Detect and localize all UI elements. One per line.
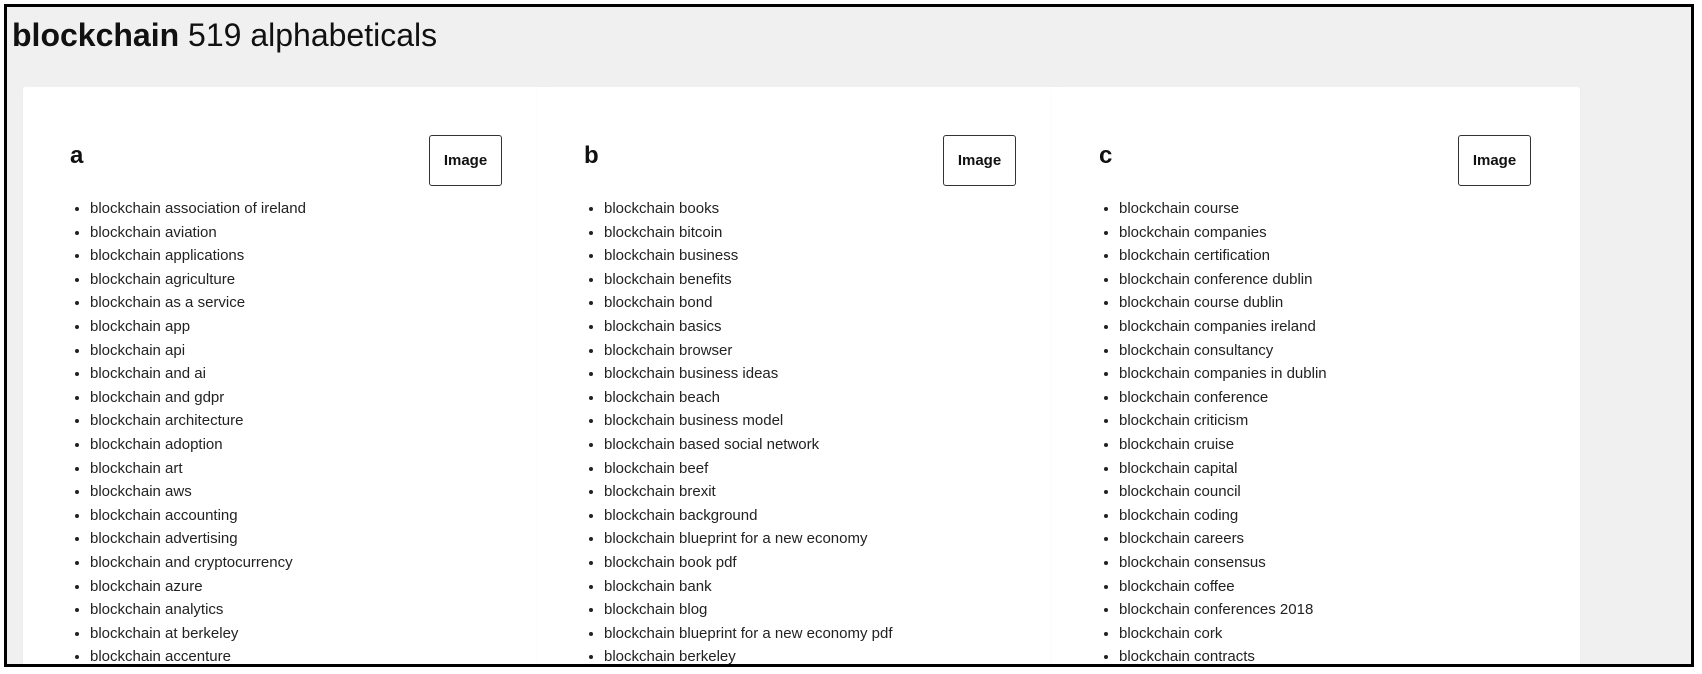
list-item[interactable]: • blockchain api <box>90 339 306 363</box>
list-item[interactable]: • blockchain aws <box>90 480 306 504</box>
letter-card-a <box>23 87 551 667</box>
list-item[interactable]: • blockchain companies <box>1119 221 1327 245</box>
list-item[interactable]: • blockchain consultancy <box>1119 339 1327 363</box>
list-item[interactable]: • blockchain accounting <box>90 504 306 528</box>
list-item[interactable]: • blockchain beach <box>604 386 893 410</box>
letter-card-b <box>537 87 1065 667</box>
term-list <box>52 197 306 667</box>
list-item[interactable]: • blockchain basics <box>604 315 893 339</box>
list-item[interactable]: • blockchain council <box>1119 480 1327 504</box>
list-item[interactable]: • blockchain companies ireland <box>1119 315 1327 339</box>
card-letter: c <box>1099 142 1113 169</box>
list-item[interactable]: • blockchain at berkeley <box>90 622 306 646</box>
list-item[interactable]: • blockchain blueprint for a new economy <box>604 527 893 551</box>
list-item[interactable]: • blockchain browser <box>604 339 893 363</box>
term-list <box>1081 197 1327 667</box>
list-item[interactable]: • blockchain advertising <box>90 527 306 551</box>
image-button[interactable]: Image <box>943 135 1016 186</box>
list-item[interactable]: • blockchain coding <box>1119 504 1327 528</box>
list-item[interactable]: • blockchain aviation <box>90 221 306 245</box>
list-item[interactable]: • blockchain beef <box>604 457 893 481</box>
list-item[interactable]: • blockchain conferences 2018 <box>1119 598 1327 622</box>
list-item[interactable]: • blockchain blog <box>604 598 893 622</box>
list-item[interactable]: • blockchain app <box>90 315 306 339</box>
list-item[interactable]: • blockchain cruise <box>1119 433 1327 457</box>
list-item[interactable]: • blockchain art <box>90 457 306 481</box>
list-item[interactable]: • blockchain certification <box>1119 244 1327 268</box>
list-item[interactable]: • blockchain cork <box>1119 622 1327 646</box>
page-frame <box>4 4 1694 667</box>
list-item[interactable]: • blockchain accenture <box>90 645 306 667</box>
list-item[interactable]: • blockchain bank <box>604 575 893 599</box>
term-list <box>566 197 893 667</box>
list-item[interactable]: • blockchain architecture <box>90 409 306 433</box>
list-item[interactable]: • blockchain based social network <box>604 433 893 457</box>
list-item[interactable]: • blockchain course <box>1119 197 1327 221</box>
list-item[interactable]: • blockchain azure <box>90 575 306 599</box>
page-title-keyword: blockchain <box>12 17 180 53</box>
list-item[interactable]: • blockchain adoption <box>90 433 306 457</box>
list-item[interactable]: • blockchain coffee <box>1119 575 1327 599</box>
list-item[interactable]: • blockchain business <box>604 244 893 268</box>
list-item[interactable]: • blockchain brexit <box>604 480 893 504</box>
list-item[interactable]: • blockchain and ai <box>90 362 306 386</box>
list-item[interactable]: • blockchain applications <box>90 244 306 268</box>
list-item[interactable]: • blockchain book pdf <box>604 551 893 575</box>
image-button[interactable]: Image <box>429 135 502 186</box>
list-item[interactable]: • blockchain business ideas <box>604 362 893 386</box>
list-item[interactable]: • blockchain bond <box>604 291 893 315</box>
card-letter: b <box>584 142 599 169</box>
list-item[interactable]: • blockchain books <box>604 197 893 221</box>
list-item[interactable]: • blockchain contracts <box>1119 645 1327 667</box>
image-button[interactable]: Image <box>1458 135 1531 186</box>
list-item[interactable]: • blockchain and gdpr <box>90 386 306 410</box>
list-item[interactable]: • blockchain criticism <box>1119 409 1327 433</box>
list-item[interactable]: • blockchain and cryptocurrency <box>90 551 306 575</box>
list-item[interactable]: • blockchain blueprint for a new economy pdf <box>604 622 893 646</box>
list-item[interactable]: • blockchain conference <box>1119 386 1327 410</box>
list-item[interactable]: • blockchain association of ireland <box>90 197 306 221</box>
page-title <box>12 17 437 54</box>
page-title-count: 519 alphabeticals <box>188 17 438 53</box>
list-item[interactable]: • blockchain conference dublin <box>1119 268 1327 292</box>
card-letter: a <box>70 142 84 169</box>
list-item[interactable]: • blockchain careers <box>1119 527 1327 551</box>
letter-card-c <box>1052 87 1580 667</box>
list-item[interactable]: • blockchain capital <box>1119 457 1327 481</box>
list-item[interactable]: • blockchain analytics <box>90 598 306 622</box>
list-item[interactable]: • blockchain bitcoin <box>604 221 893 245</box>
list-item[interactable]: • blockchain course dublin <box>1119 291 1327 315</box>
list-item[interactable]: • blockchain as a service <box>90 291 306 315</box>
list-item[interactable]: • blockchain berkeley <box>604 645 893 667</box>
list-item[interactable]: • blockchain background <box>604 504 893 528</box>
list-item[interactable]: • blockchain business model <box>604 409 893 433</box>
list-item[interactable]: • blockchain agriculture <box>90 268 306 292</box>
list-item[interactable]: • blockchain consensus <box>1119 551 1327 575</box>
list-item[interactable]: • blockchain companies in dublin <box>1119 362 1327 386</box>
list-item[interactable]: • blockchain benefits <box>604 268 893 292</box>
